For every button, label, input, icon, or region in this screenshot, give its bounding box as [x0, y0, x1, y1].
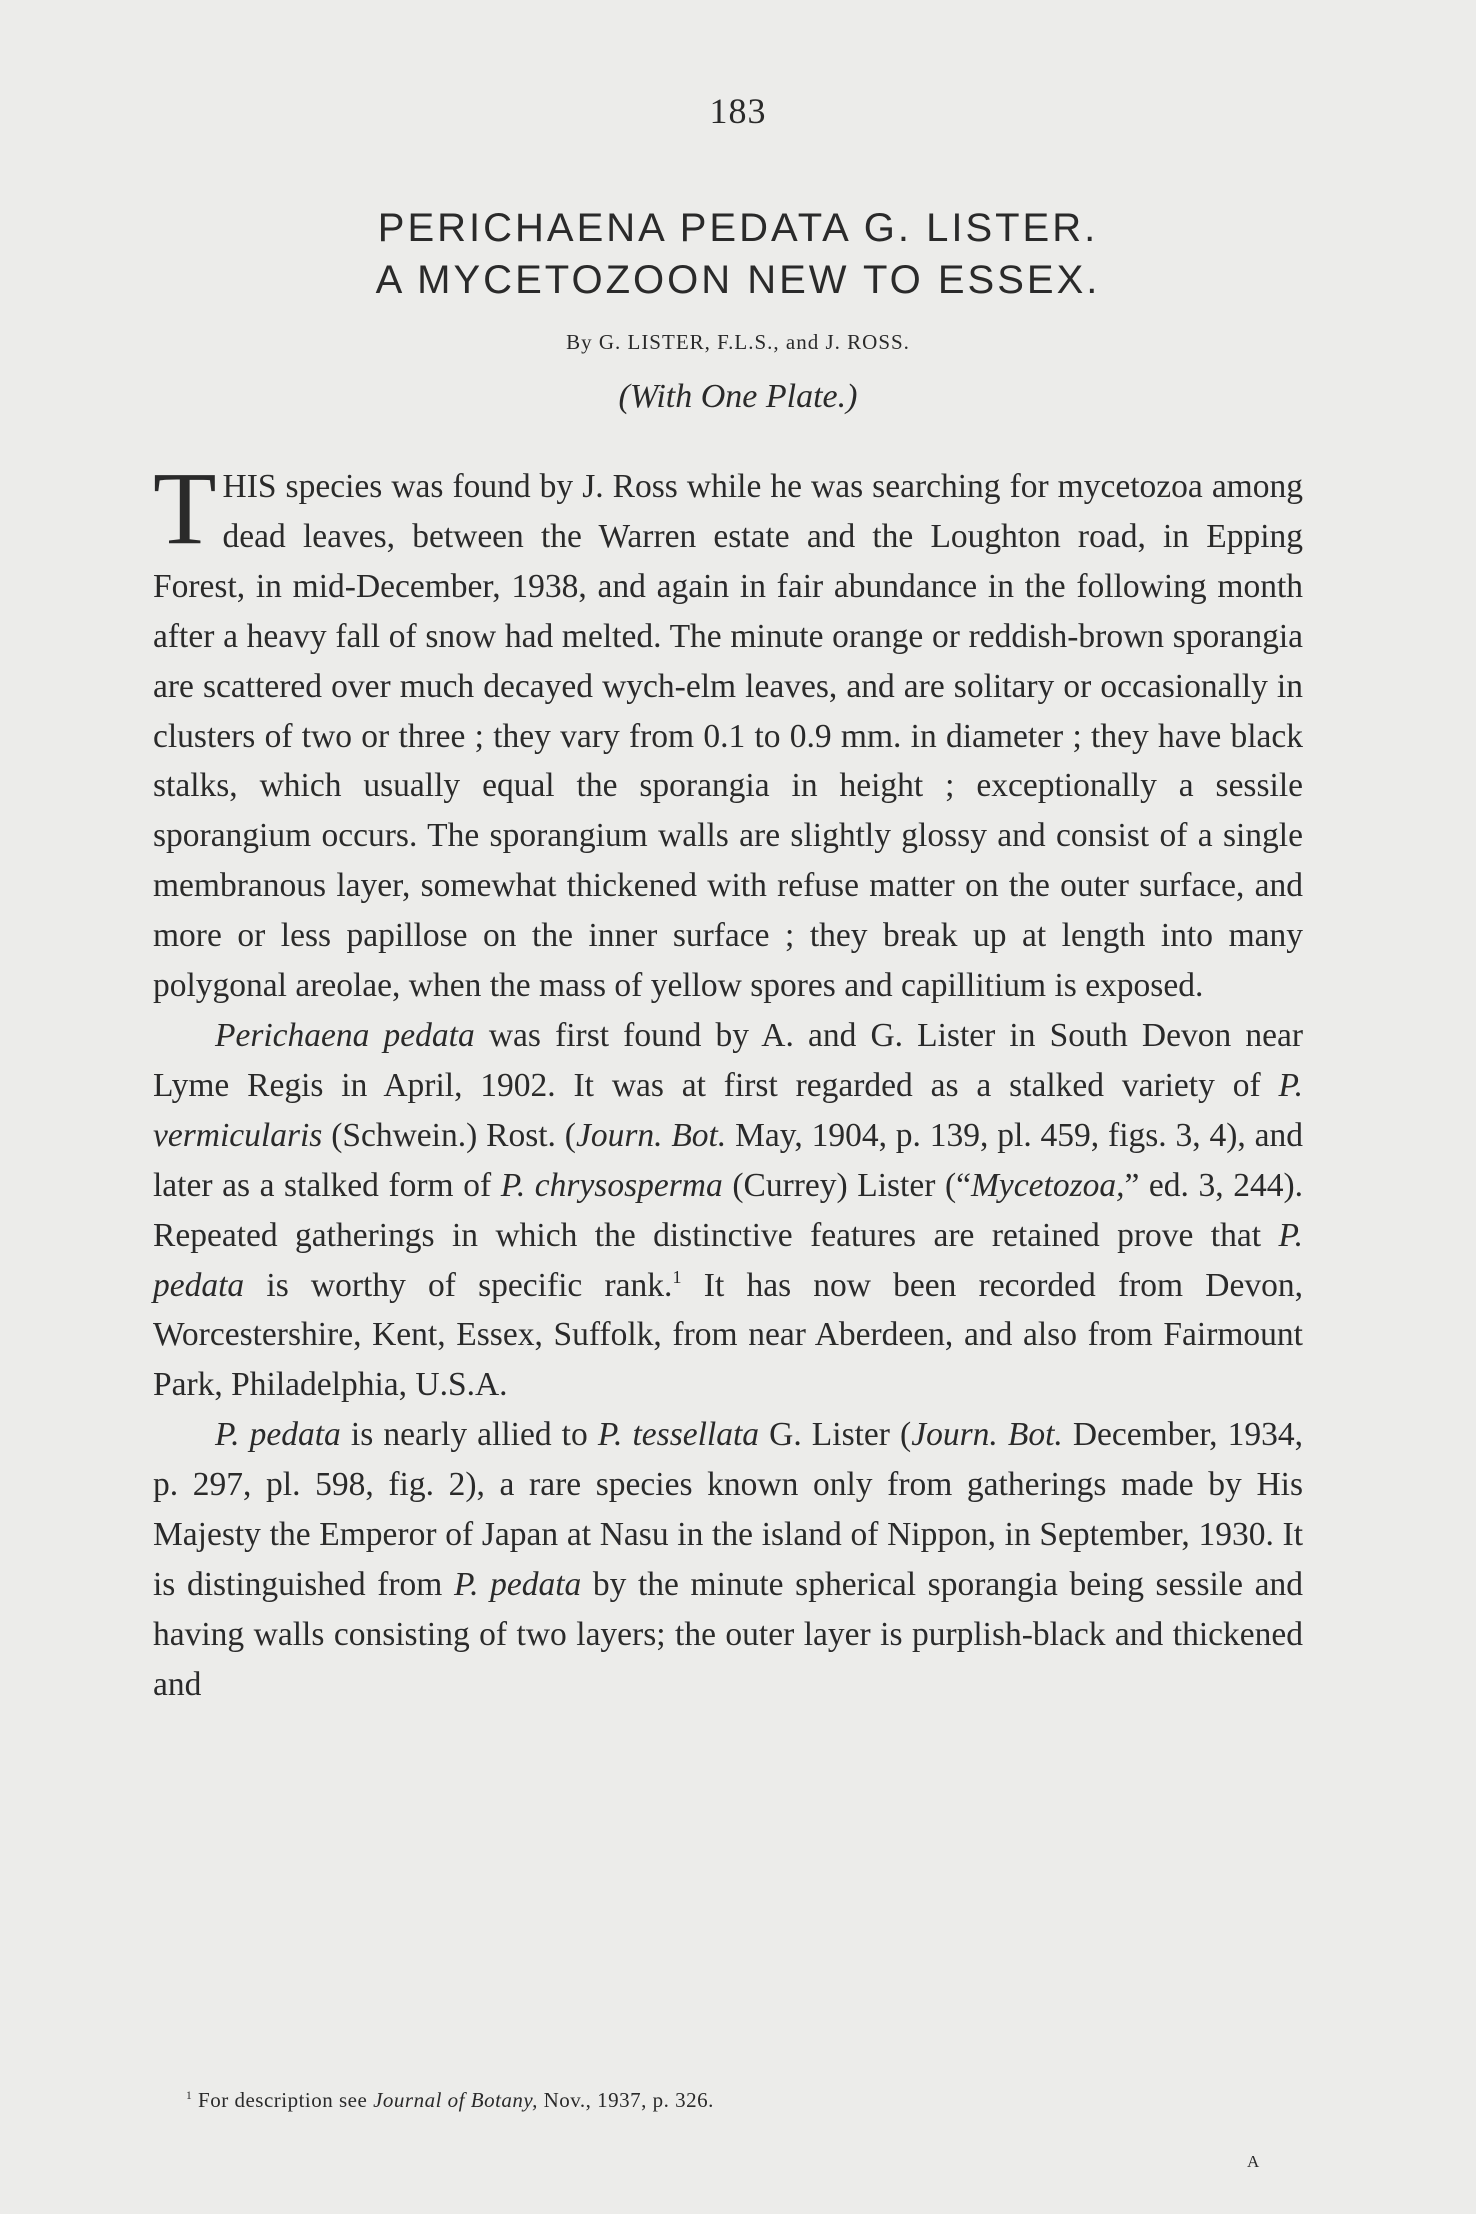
- footnote-number: 1: [186, 2089, 193, 2102]
- text-run: G. Lister (: [759, 1416, 912, 1454]
- italic-text: Journal of Botany,: [373, 2088, 538, 2112]
- text-run: For description see: [192, 2088, 374, 2112]
- paragraph: [153, 1011, 1303, 1410]
- footnote: [186, 2088, 1306, 2113]
- text-run: was first found by A. and G. Lister in South Devon near Lyme Regis in April, 1902. It was at first regarded as a stalked variety of: [153, 1016, 1304, 1104]
- text-run: December, 1934, p. 297, pl. 598, fig. 2), a rare species known only from gatherings made by His Majesty the Emperor of Japan at Nasu in the island of Nippon, in September, 1930. It is distinguished from: [153, 1416, 1303, 1603]
- italic-text: P. pedata: [153, 1216, 1303, 1304]
- text-run: HIS species was found by J. Ross while he was searching for mycetozoa among dead leaves, between the Warren estate and the Loughton road, in Epping Forest, in mid-December, 1938, and again in fair abundance in the following month after a heavy fall of snow had melted. The minute orange or reddish-brown sporangia are scattered over much decayed wych-elm leaves, and are solitary or occasionally in clusters of two or three ; they vary from 0.1 to 0.9 mm. in diameter ; they have black stalks, which usually equal the sporangia in height ; exceptionally a sessile sporangium occurs. The sporangium walls are slightly glossy and consist of a single membranous layer, somewhat thickened with refuse matter on the outer surface, and more or less papillose on the inner surface ; they break up at length into many polygonal areolae, when the mass of yellow spores and capillitium is exposed.: [153, 468, 1303, 1005]
- text-run: is nearly allied to: [340, 1416, 598, 1454]
- italic-text: Journ. Bot.: [911, 1416, 1063, 1454]
- italic-text: Mycetozoa,: [971, 1166, 1125, 1204]
- italic-text: P. pedata: [215, 1416, 341, 1454]
- text-run: Nov., 1937, p. 326.: [537, 2088, 714, 2112]
- drop-cap: T: [153, 451, 217, 566]
- text-run: It has now been recorded from Devon, Worcestershire, Kent, Essex, Suffolk, from near Aberdeen, and also from Fairmount Park, Philadelphia, U.S.A.: [153, 1266, 1303, 1404]
- italic-text: P. chrysosperma: [500, 1166, 723, 1204]
- footnote-marker: 1: [672, 1266, 682, 1287]
- author-byline: By G. LISTER, F.L.S., and J. ROSS.: [566, 330, 910, 354]
- text-run: May, 1904, p. 139, pl. 459, figs. 3, 4), and later as a stalked form of: [153, 1116, 1304, 1204]
- article-title-line-2: A MYCETOZOON NEW TO ESSEX.: [375, 258, 1101, 302]
- article-body: [153, 451, 1304, 1710]
- italic-text: P. pedata: [453, 1565, 582, 1603]
- text-run: (Currey) Lister (“: [722, 1166, 971, 1204]
- paragraph: [153, 1410, 1303, 1709]
- italic-text: P. tessellata: [597, 1416, 760, 1454]
- signature-mark: A: [1247, 2152, 1261, 2171]
- text-run: by the minute spherical sporangia being sessile and having walls consisting of two layers; the outer layer is purplish-black and thickened and: [153, 1565, 1303, 1703]
- text-run: ” ed. 3, 244). Repeated gatherings in which the distinctive features are retained prove that: [153, 1166, 1303, 1254]
- text-run: is worthy of specific rank.: [244, 1266, 673, 1304]
- text-run: (Schwein.) Rost. (: [322, 1116, 576, 1154]
- paragraph: [153, 451, 1303, 1011]
- page-number: 183: [709, 91, 767, 131]
- article-title-line-1: PERICHAENA PEDATA G. LISTER.: [377, 206, 1099, 250]
- italic-text: Perichaena pedata: [215, 1016, 475, 1054]
- plate-note: (With One Plate.): [618, 378, 858, 415]
- italic-text: P. vermicularis: [153, 1066, 1303, 1154]
- italic-text: Journ. Bot.: [575, 1116, 727, 1154]
